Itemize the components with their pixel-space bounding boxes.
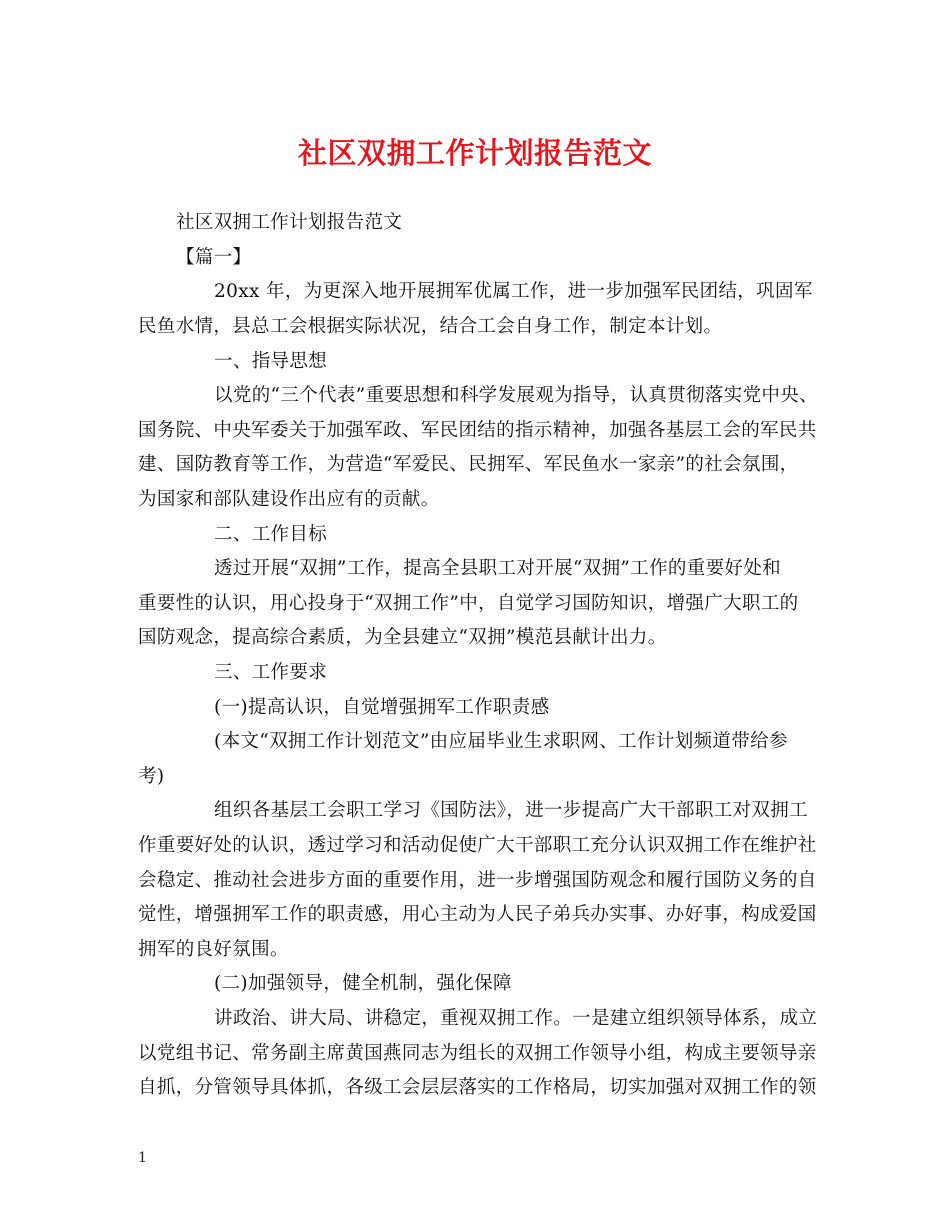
body-line: 国防观念，提高综合素质，为全县建立“双拥”模范县献计出力。 [138, 627, 667, 648]
body-line: 为国家和部队建设作出应有的贡献。 [138, 489, 440, 510]
section-heading: 三、工作要求 [214, 662, 328, 683]
section-heading: 二、工作目标 [214, 524, 328, 545]
body-line: 以党的“三个代表”重要思想和科学发展观为指导，认真贯彻落实党中央、 [214, 385, 818, 406]
body-line: 组织各基层工会职工学习《国防法》，进一步提高广大干部职工对双拥工 [214, 800, 808, 821]
page-number: 1 [138, 1150, 147, 1166]
body-line: 觉性，增强拥军工作的职责感，用心主动为人民子弟兵办实事、办好事，构成爱国 [138, 904, 817, 925]
section-heading: 一、指导思想 [214, 351, 328, 372]
body-line: 以党组书记、常务副主席黄国燕同志为组长的双拥工作领导小组，构成主要领导亲 [138, 1043, 817, 1064]
body-line: 自抓，分管领导具体抓，各级工会层层落实的工作格局，切实加强对双拥工作的领 [138, 1077, 817, 1098]
body-line: 社区双拥工作计划报告范文 [176, 212, 403, 233]
body-line: 拥军的良好氛围。 [138, 939, 289, 960]
body-line: 民鱼水情，县总工会根据实际状况，结合工会自身工作，制定本计划。 [138, 316, 723, 337]
body-line: 透过开展“双拥”工作，提高全县职工对开展“双拥”工作的重要好处和 [214, 558, 782, 579]
subsection-heading: (一)提高认识，自觉增强拥军工作职责感 [214, 697, 550, 718]
document-title: 社区双拥工作计划报告范文 [297, 136, 652, 170]
body-line: 作重要好处的认识，透过学习和活动促使广大干部职工充分认识双拥工作在维护社 [138, 835, 817, 856]
body-line: 考) [138, 766, 165, 787]
body-line: 国务院、中央军委关于加强军政、军民团结的指示精神，加强各基层工会的军民共 [138, 420, 817, 441]
subsection-heading: (二)加强领导，健全机制，强化保障 [214, 973, 512, 994]
body-line: (本文“双拥工作计划范文”由应届毕业生求职网、工作计划频道带给参 [214, 731, 788, 752]
body-line: 讲政治、讲大局、讲稳定，重视双拥工作。一是建立组织领导体系，成立 [214, 1008, 818, 1029]
body-line: 【篇一】 [176, 247, 252, 268]
body-line: 20xx 年，为更深入地开展拥军优属工作，进一步加强军民团结，巩固军 [214, 281, 813, 302]
body-line: 重要性的认识，用心投身于“双拥工作”中，自觉学习国防知识，增强广大职工的 [138, 593, 799, 614]
body-line: 会稳定、推动社会进步方面的重要作用，进一步增强国防观念和履行国防义务的自 [138, 870, 817, 891]
body-line: 建、国防教育等工作，为营造“军爱民、民拥军、军民鱼水一家亲”的社会氛围， [138, 454, 799, 475]
